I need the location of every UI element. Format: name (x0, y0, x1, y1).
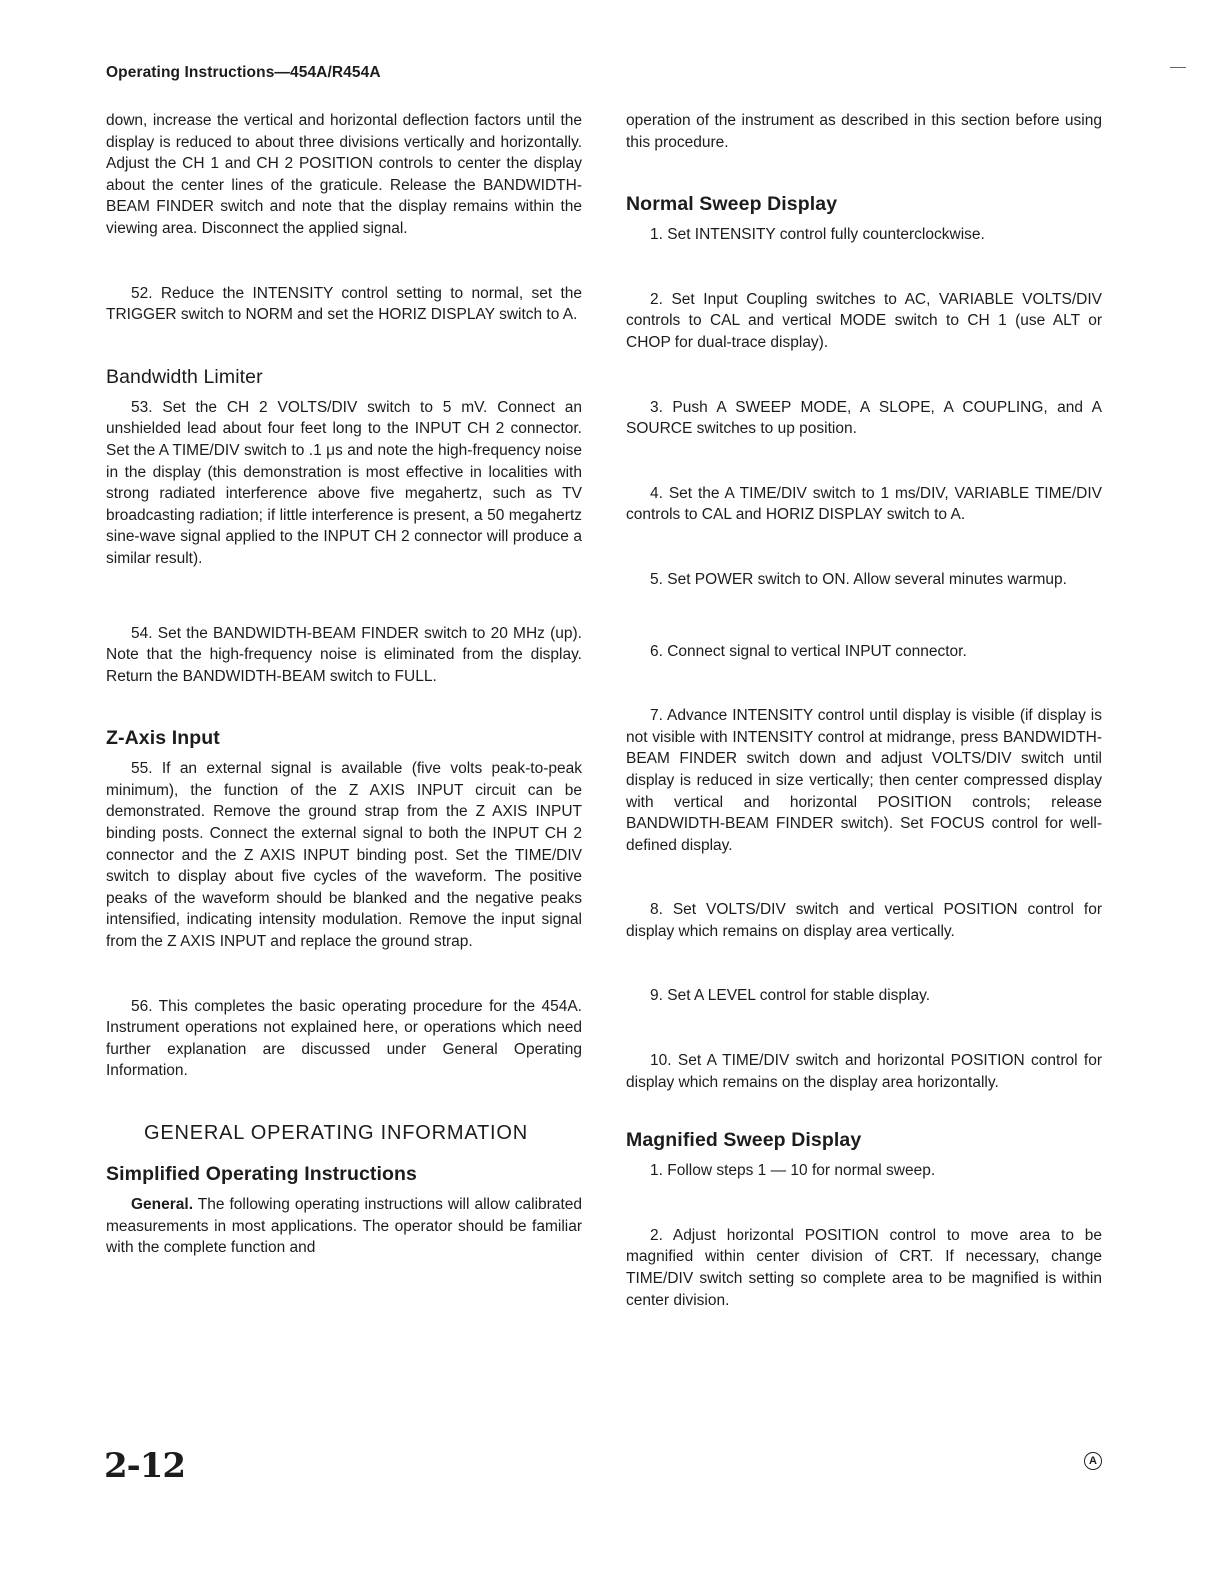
step-55: 55. If an external signal is available (five volts peak-to-peak minimum), the function of the Z AXIS INPUT circuit can be demonstrated. Remove the ground strap from the Z AXIS INPUT binding posts. Connect the external signal to both the INPUT CH 2 connector and the Z AXIS INPUT binding post. Set the TIME/DIV switch to display about five cycles of the waveform. The positive peaks of the waveform should be blanked and the negative peaks intensified, indicating intensity modulation. Remove the input signal from the Z AXIS INPUT and replace the ground strap. (106, 760, 582, 951)
step-52: 52. Reduce the INTENSITY control setting to normal, set the TRIGGER switch to NORM and set the HORIZ DISPLAY switch to A. (106, 284, 582, 324)
step-54: 54. Set the BANDWIDTH-BEAM FINDER switch to 20 MHz (up). Note that the high-frequency noise is eliminated from the display. Return the BANDWIDTH-BEAM switch to FULL. (106, 624, 582, 685)
general-runin: General. (131, 1196, 194, 1213)
normal-step-5: 5. Set POWER switch to ON. Allow several minutes warmup. (650, 570, 1067, 588)
magnified-step-2: 2. Adjust horizontal POSITION control to move area to be magnified within center division of CRT. If necessary, change TIME/DIV switch setting so complete area to be magnified is within center division. (626, 1226, 1102, 1309)
continued-paragraph: down, increase the vertical and horizontal deflection factors until the display is reduced to about three divisions vertically and horizontally. Adjust the CH 1 and CH 2 POSITION controls to center the display about the center lines of the graticule. Release the BANDWIDTH-BEAM FINDER switch and note that the display remains within the viewing area. Disconnect the applied signal. (106, 112, 582, 237)
general-paragraph (106, 1194, 582, 1259)
continued-paragraph-right: operation of the instrument as described in this section before using this procedure. (626, 112, 1102, 151)
heading-simplified-operating-instructions: Simplified Operating Instructions (106, 1163, 417, 1185)
normal-step-4: 4. Set the A TIME/DIV switch to 1 ms/DIV, VARIABLE TIME/DIV controls to CAL and HORIZ DISPLAY switch to A. (626, 484, 1102, 524)
heading-bandwidth-limiter: Bandwidth Limiter (106, 365, 263, 388)
normal-step-3: 3. Push A SWEEP MODE, A SLOPE, A COUPLING, and A SOURCE switches to up position. (626, 398, 1102, 438)
normal-step-1: 1. Set INTENSITY control fully counterclockwise. (650, 226, 985, 244)
normal-step-9: 9. Set A LEVEL control for stable display. (650, 987, 931, 1005)
revision-mark: A (1084, 1452, 1102, 1470)
step-56: 56. This completes the basic operating procedure for the 454A. Instrument operations not explained here, or operations which need further explanation are discussed under General Operating Information. (106, 997, 582, 1080)
heading-normal-sweep-display: Normal Sweep Display (626, 193, 838, 216)
step-53: 53. Set the CH 2 VOLTS/DIV switch to 5 mV. Connect an unshielded lead about four feet long to the INPUT CH 2 connector. Set the A TIME/DIV switch to .1 μs and note the high-frequency noise in the display (this demonstration is most effective in localities with strong radiated interference above five megahertz, such as TV broadcasting radiation; if little interference is present, a 50 megahertz sine-wave signal applied to the INPUT CH 2 connector will produce a similar result). (106, 398, 582, 567)
corner-mark (1170, 67, 1186, 68)
heading-z-axis-input: Z-Axis Input (106, 727, 220, 750)
normal-step-7: 7. Advance INTENSITY control until display is visible (if display is not visible with INTENSITY control at midrange, press BANDWIDTH-BEAM FINDER switch down and adjust VOLTS/DIV switch until display is reduced in size vertically; then center compressed display with vertical and horizontal POSITION controls; release BANDWIDTH-BEAM FINDER switch). Set FOCUS control for well-defined display. (626, 707, 1102, 854)
normal-step-8: 8. Set VOLTS/DIV switch and vertical POSITION control for display which remains on display area vertically. (626, 901, 1102, 940)
heading-magnified-sweep-display: Magnified Sweep Display (626, 1129, 862, 1152)
general-text: The following operating instructions will allow calibrated measurements in most applications. The operator should be familiar with the complete function and (106, 1196, 582, 1257)
normal-step-6: 6. Connect signal to vertical INPUT connector. (650, 642, 967, 660)
normal-step-2: 2. Set Input Coupling switches to AC, VARIABLE VOLTS/DIV controls to CAL and vertical MODE switch to CH 1 (use ALT or CHOP for dual-trace display). (626, 290, 1102, 351)
right-column (626, 110, 1102, 1311)
magnified-step-1: 1. Follow steps 1 — 10 for normal sweep. (650, 1162, 936, 1180)
normal-step-10: 10. Set A TIME/DIV switch and horizontal POSITION control for display which remains on the display area horizontally. (626, 1052, 1102, 1091)
heading-general-operating-information: GENERAL OPERATING INFORMATION (144, 1122, 528, 1144)
page-number: 2-12 (104, 1446, 186, 1486)
page-header: Operating Instructions—454A/R454A (106, 64, 381, 81)
left-column (106, 110, 582, 1259)
